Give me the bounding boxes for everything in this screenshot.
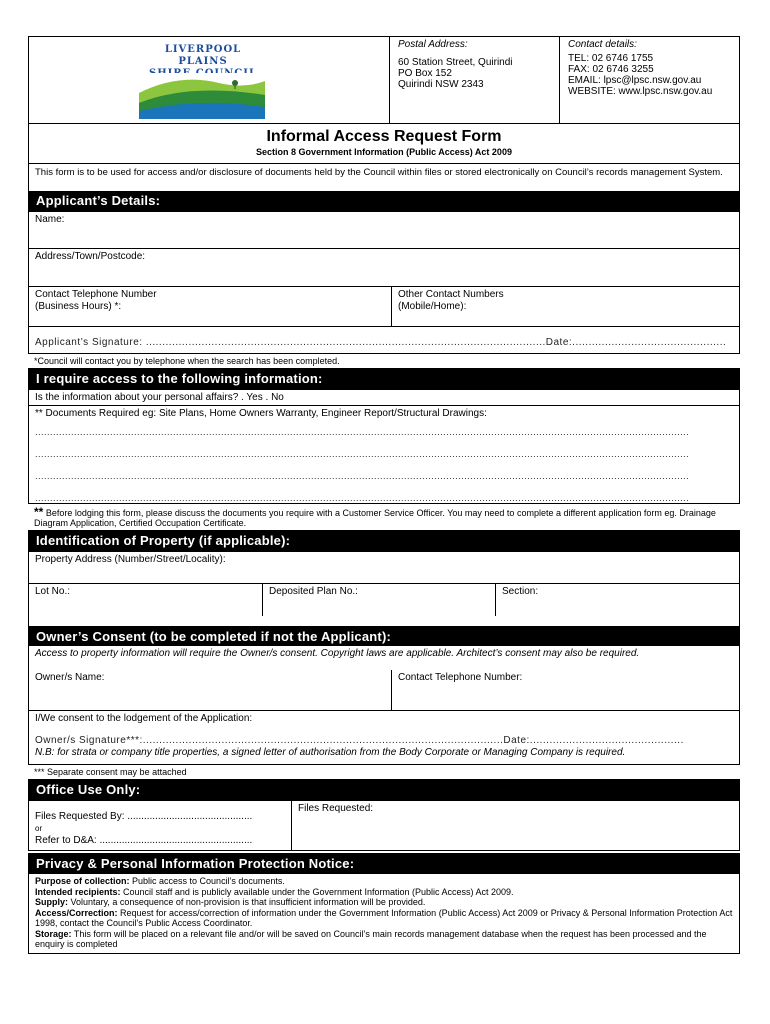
documents-note	[28, 504, 740, 530]
other-phone-label-2: (Mobile/Home):	[398, 301, 467, 312]
applicant-signature-line: Applicant’s Signature: ..........................................................................................................................Date:...............................................	[35, 337, 727, 348]
privacy-item: Purpose of collection: Public access to Council’s documents.	[35, 876, 285, 886]
business-phone-field[interactable]	[29, 287, 391, 326]
privacy-item: Storage: This form will be placed on a relevant file and/or will be saved on Council’s main records management database when the request has been processed and the enquiry is completed	[35, 928, 707, 949]
postal-label: Postal Address:	[398, 39, 468, 50]
owner-name-field[interactable]	[29, 670, 391, 710]
lot-no-label: Lot No.:	[35, 586, 71, 597]
postal-line: Quirindi NSW 2343	[398, 79, 484, 90]
applicant-signature-field[interactable]	[29, 326, 739, 353]
files-requested-by[interactable]: Files Requested By: .............................................	[35, 811, 253, 822]
property-address-label: Property Address (Number/Street/Locality):	[35, 554, 226, 565]
owner-consent-field[interactable]	[29, 710, 739, 764]
other-phone-field[interactable]	[391, 287, 739, 326]
dotted-line: ..........................................................................................................................................................................................................................	[35, 493, 690, 503]
files-requested-label: Files Requested:	[298, 803, 374, 814]
address-field[interactable]	[29, 248, 739, 286]
other-phone-label: Other Contact Numbers	[398, 289, 504, 300]
documents-required-label: ** Documents Required eg: Site Plans, Home Owners Warranty, Engineer Report/Structural Drawings:	[35, 408, 487, 419]
council-logo	[29, 37, 389, 123]
contact-line: WEBSITE: www.lpsc.nsw.gov.au	[568, 86, 713, 97]
hills-logo-icon	[139, 73, 265, 119]
owner-phone-field[interactable]	[391, 670, 739, 710]
property-address-field[interactable]	[29, 551, 739, 583]
contact-label: Contact details:	[568, 39, 637, 50]
section-heading-access: I require access to the following information:	[29, 369, 739, 389]
section-heading-privacy: Privacy & Personal Information Protection Notice:	[29, 854, 739, 874]
owner-name-label: Owner/s Name:	[35, 672, 105, 683]
contact-line: TEL: 02 6746 1755	[568, 53, 654, 64]
postal-line: 60 Station Street, Quirindi	[398, 57, 513, 68]
contact-line: FAX: 02 6746 3255	[568, 64, 654, 75]
privacy-box	[28, 853, 740, 954]
owner-signature-line: Owner/s Signature***:..............................................................................................................Date:...............................................	[35, 735, 684, 746]
access-box	[28, 368, 740, 504]
lot-no-field[interactable]	[29, 584, 262, 616]
office-box	[28, 779, 740, 851]
section-field[interactable]	[495, 584, 739, 616]
form-intro: This form is to be used for access and/or disclosure of documents held by the Council within files or stored electronically on Council’s records management System.	[29, 163, 739, 191]
note-stars: **	[34, 505, 44, 519]
strata-note: N.B: for strata or company title properties, a signed letter of authorisation from the Body Corporate or Managing Company is required.	[35, 747, 626, 758]
owner-consent-text: I/We consent to the lodgement of the Application:	[35, 713, 253, 724]
contact-details	[559, 37, 739, 123]
title-block	[29, 123, 739, 163]
files-requested-field[interactable]	[291, 801, 739, 850]
documents-required-field[interactable]	[29, 405, 739, 503]
name-field[interactable]	[29, 211, 739, 248]
property-box	[28, 530, 740, 765]
business-phone-label-2: (Business Hours) *:	[35, 301, 122, 312]
logo-line-1: LIVERPOOL PLAINS	[164, 44, 242, 67]
refer-to-da[interactable]: Refer to D&A: .......................................................	[35, 835, 253, 846]
office-left	[29, 801, 291, 850]
personal-affairs-text: Is the information about your personal affairs? . Yes . No	[35, 392, 284, 403]
section-heading-office: Office Use Only:	[29, 780, 739, 800]
dotted-line: ..........................................................................................................................................................................................................................	[35, 471, 690, 481]
header	[29, 37, 739, 123]
privacy-item: Access/Correction: Request for access/correction of information under the Government Information (Public Access) Act 2009 or Privacy & Personal Information Protection Act 1998, contact the Council's Public Access Coordinator.	[35, 907, 733, 928]
postal-line: PO Box 152	[398, 68, 452, 79]
deposited-plan-label: Deposited Plan No.:	[269, 586, 358, 597]
documents-note-text: Before lodging this form, please discuss the documents you require with a Customer Service Officer. You may need to complete a different application form eg. Drainage Diagram Application, Certified Occupation Certificate.	[34, 508, 716, 528]
privacy-notice	[29, 874, 739, 953]
dotted-line: ..........................................................................................................................................................................................................................	[35, 449, 690, 459]
business-phone-label: Contact Telephone Number	[35, 289, 157, 300]
applicant-footnote: *Council will contact you by telephone when the search has been completed.	[34, 356, 340, 366]
dotted-line: ..........................................................................................................................................................................................................................	[35, 427, 690, 437]
contact-line: EMAIL: lpsc@lpsc.nsw.gov.au	[568, 75, 702, 86]
personal-affairs-question[interactable]	[29, 389, 739, 405]
form-page	[28, 36, 740, 954]
section-heading-applicant: Applicant’s Details:	[29, 191, 739, 211]
privacy-item: Supply: Voluntary, a consequence of non-provision is that insufficient information will be provided.	[35, 897, 426, 907]
form-subtitle: Section 8 Government Information (Public Access) Act 2009	[256, 147, 512, 157]
or-text: or	[35, 824, 43, 833]
owner-footnote: *** Separate consent may be attached	[34, 767, 187, 777]
section-heading-owner: Owner’s Consent (to be completed if not the Applicant):	[29, 626, 739, 646]
name-label: Name:	[35, 214, 65, 225]
section-heading-property: Identification of Property (if applicable):	[29, 531, 739, 551]
owner-phone-label: Contact Telephone Number:	[398, 672, 523, 683]
privacy-item: Intended recipients: Council staff and is publicly available under the Government Information (Public Access) Act 2009.	[35, 886, 514, 897]
form-header-box	[28, 36, 740, 354]
owner-notice: Access to property information will require the Owner/s consent. Copyright laws are applicable. Architect’s consent may also be required.	[35, 648, 640, 659]
address-label: Address/Town/Postcode:	[35, 251, 146, 262]
postal-address	[389, 37, 559, 123]
form-title: Informal Access Request Form	[266, 128, 502, 145]
section-label: Section:	[502, 586, 539, 597]
deposited-plan-field[interactable]	[262, 584, 495, 616]
